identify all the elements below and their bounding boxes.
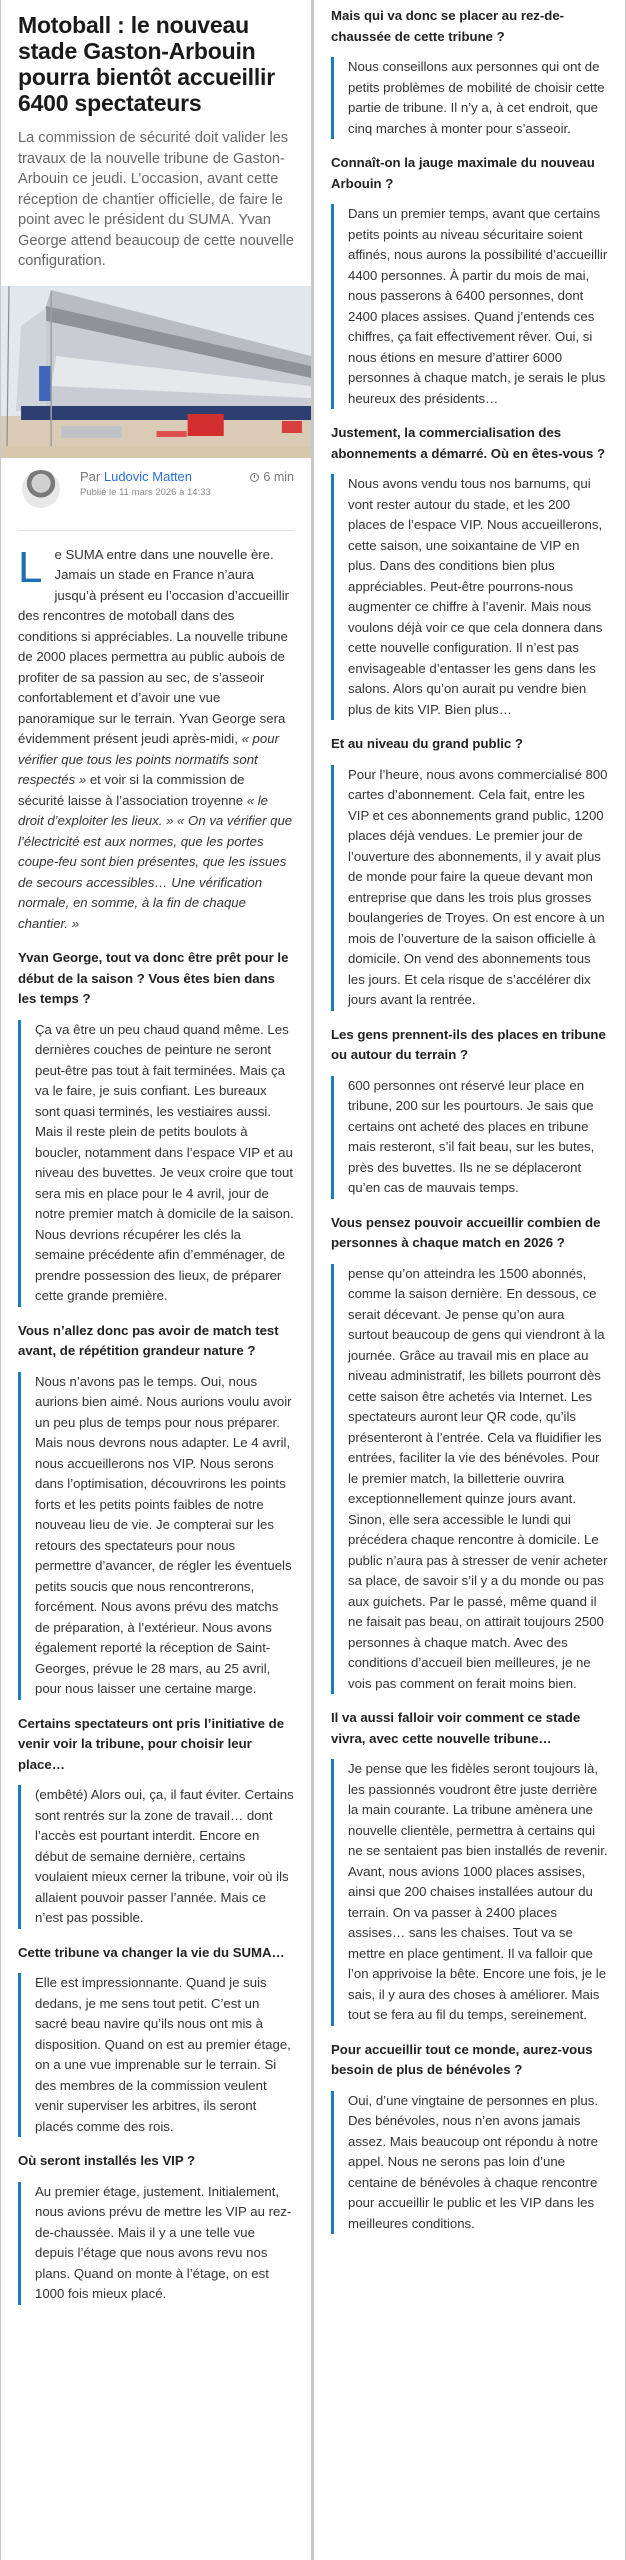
read-time [250, 468, 294, 486]
drop-cap: L [18, 542, 43, 592]
interview-answer: Je pense que les fidèles seront toujours là, les passionnés voudront être juste derrière la main courante. La tribune amènera une nouvelle clientèle, permettra à certains qui ne se sentaient pas bien installés de revenir. Avant, nous avions 1000 places assises, ainsi que 200 chaises installées autour du terrain. On va passer à 2400 places assises… sans les chaises. Tout va se mettre en place gentiment. Il va falloir que l’on apprivoise la bête. Encore une fois, je le sais, il y aura des choses à améliorer. Mais tout se fera au fil du temps, sereinement. [331, 1759, 608, 2026]
interview-answer: Au premier étage, justement. Initialement, nous avions prévu de mettre les VIP au rez-de-chaussée. Mais il y a une telle vue depuis l’étage que nous avons revu nos plans. Quand on monte à l’étage, on est 1000 fois mieux placé. [18, 2182, 294, 2305]
interview-question: Certains spectateurs ont pris l’initiative de venir voir la tribune, pour choisir leur place… [18, 1715, 285, 1772]
interview-answer: Dans un premier temps, avant que certains petits points au niveau sécuritaire soient affinés, nous aurons la possibilité d’accueillir 4400 personnes. À partir du mois de mai, nous passerons à 6400 personnes, dont 2400 places assises. Quand j’entends ces chiffres, ça fait effectivement rêver. Oui, si nous étions en mesure d’attirer 6000 personnes à chaque match, je serais le plus heureux des présidents… [331, 204, 608, 409]
publish-date: Publié le 11 mars 2026 à 14:33 [80, 486, 211, 498]
lead-quote-1: « pour vérifier que tous les points normatifs sont respectés » [18, 731, 279, 787]
interview-question: Pour accueillir tout ce monde, aurez-vous besoin de plus de bénévoles ? [331, 2041, 593, 2077]
lead-paragraph [18, 542, 294, 935]
interview-answer: Nous conseillons aux personnes qui ont de petits problèmes de mobilité de choisir cette partie de tribune. Il n’y a, à cet endroit, que cinq marches à monter pour s’asseoir. [331, 57, 608, 139]
author-link[interactable]: Ludovic Matten [103, 468, 193, 484]
right-column [313, 0, 626, 2560]
interview-question: Vous pensez pouvoir accueillir combien de personnes à chaque match en 2026 ? [331, 1214, 601, 1250]
interview-question: Yvan George, tout va donc être prêt pour le début de la saison ? Vous êtes bien dans les temps ? [18, 950, 289, 1006]
interview-question: Les gens prennent-ils des places en tribune ou autour du terrain ? [331, 1026, 606, 1062]
interview-question: Connaît-on la jauge maximale du nouveau Arbouin ? [331, 155, 595, 191]
interview-question: Où seront installés les VIP ? [18, 2153, 196, 2168]
clock-icon [250, 473, 259, 482]
interview-answer: (embêté) Alors oui, ça, il faut éviter. Certains sont rentrés sur la zone de travail… dont l’accès est pourtant interdit. Encore en début de semaine dernière, certains voulaient mieux cerner la tribune, voir où ils allaient pouvoir passer l’année. Mais ce n’est pas possible. [18, 1785, 294, 1929]
lead-text-2: et voir si la commission de sécurité laisse à l’association troyenne [18, 772, 247, 808]
interview-question: Vous n’allez donc pas avoir de match test avant, de répétition grandeur nature ? [18, 1322, 279, 1358]
interview-answer: Ça va être un peu chaud quand même. Les dernières couches de peinture ne seront peut-être pas tout à fait terminées. Mais ça va le faire, je suis confiant. Les bureaux sont quasi terminés, les vestiaires aussi. Mais il reste plein de petits boulots à boucler, notamment dans l’espace VIP et au niveau des buvettes. Je veux croire que tout sera mis en place pour le 4 avril, jour de notre premier match à domicile de la saison. Nous devrions récupérer les clés la semaine précédente afin d’emménager, de prendre possession des lieux, de préparer cette grande première. [18, 1020, 294, 1307]
interview-question: Il va aussi falloir voir comment ce stade vivra, avec cette nouvelle tribune… [331, 1710, 581, 1746]
article-title: Motoball : le nouveau stade Gaston-Arbouin pourra bientôt accueillir 6400 spectateurs [18, 12, 275, 116]
interview-answer: Elle est impressionnante. Quand je suis dedans, je me sens tout petit. C’est un sacré beau navire qu’ils nous ont mis à disposition. Quand on est au premier étage, on a une vue imprenable sur le terrain. Si des membres de la commission veulent venir superviser les arbitres, ils seront placés comme des rois. [18, 1973, 294, 2137]
byline [1, 458, 311, 520]
author-avatar[interactable] [22, 470, 60, 508]
hero-image[interactable] [1, 286, 311, 458]
interview-answer: Nous avons vendu tous nos barnums, qui vont rester autour du stade, et les 200 places de l’espace VIP. Nous accueillerons, cette saison, une soixantaine de VIP en plus. Dans des conditions bien plus appréciables. Peut-être pourrons-nous augmenter ce chiffre à l’avenir. Mais nous voulons déjà voir ce que cela donnera dans cette nouvelle configuration. Il n’est pas envisageable d’entasser les gens dans les salons. Alors qu’on aurait pu vendre bien plus de kits VIP. Bien plus… [331, 474, 608, 720]
lead-text-1: e SUMA entre dans une nouvelle ère. Jamais un stade en France n’aura jusqu’à présent eu l’occasion d’accueillir des rencontres de motoball dans des conditions si appréciables. La nouvelle tribune de 2000 places permettra au public aubois de profiter de sa passion au sec, de s’asseoir confortablement et d’avoir une vue panoramique sur le terrain. Yvan George sera évidemment présent jeudi après-midi, [18, 546, 290, 746]
interview-question: Cette tribune va changer la vie du SUMA… [18, 1944, 285, 1960]
interview-answer: Nous n’avons pas le temps. Oui, nous aurions bien aimé. Nous aurions voulu avoir un peu plus de temps pour nous préparer. Mais nous devrons nous adapter. Le 4 avril, nous accueillerons nos VIP. Nous serons dans l’optimisation, découvrirons les points forts et les petits points faibles de notre nouveau lieu de vie. Je compterai sur les retours des spectateurs pour nous permettre d’avancer, de régler les éventuels petits soucis que nous rencontrerons, forcément. Nous avons prévu des matchs de préparation, à l’extérieur. Nous avons également reporté la réception de Saint-Georges, prévue le 28 mars, au 25 avril, pour nous laisser une certaine marge. [18, 1372, 294, 1700]
interview-answer: 600 personnes ont réservé leur place en tribune, 200 sur les pourtours. Je sais que certains ont acheté des places en tribune mais resteront, s’il fait beau, sur les butes, près des buvettes. Ils ne se déplaceront qu’en cas de mauvais temps. [331, 1076, 608, 1199]
byline-divider [18, 530, 294, 531]
interview-question: Justement, la commercialisation des abonnements a démarré. Où en êtes-vous ? [331, 425, 606, 461]
interview-answer: Pour l’heure, nous avons commercialisé 800 cartes d’abonnement. Cela fait, entre les VIP et ces abonnements grand public, 1200 places déjà vendues. Le premier jour de l’ouverture des abonnements, il y avait plus de monde pour faire la queue devant mon entreprise que dans les trois plus grosses boulangeries de Troyes. On est encore à un mois de l’ouverture de la saison officielle à domicile. On vend des abonnements tous les jours. Et cela risque de s’accélérer dix jours avant la rentrée. [331, 765, 608, 1011]
lead-quote-2: « le droit d’exploiter les lieux. » « On va vérifier que l’électricité est aux normes, que les portes coupe-feu sont bien présentes, que les issues de secours accessibles… Une vérification normale, en somme, à la fin de chaque chantier. » [18, 792, 293, 931]
read-time-value: 6 min [263, 469, 294, 484]
interview-answer: pense qu’on atteindra les 1500 abonnés, comme la saison dernière. En dessous, ce serait décevant. Je pense qu’on aura surtout beaucoup de gens qui viendront à la journée. Grâce au travail mis en place au niveau administratif, les billets pourront dès cette saison être achetés via Internet. Les spectateurs auront leur QR code, qu’ils présenteront à l’entrée. Cela va fluidifier les entrées, faciliter la vie des bénévoles. Pour le premier match, la billetterie ouvrira exceptionnellement quinze jours avant. Sinon, elle sera accessible le lundi qui précédera chaque rencontre à domicile. Le public n’aura pas à stresser de venir acheter sa place, de savoir s’il y a du monde ou pas aux guichets. Par le passé, même quand il ne faisait pas beau, on attirait toujours 2500 personnes à chaque match. Avec des conditions d’accueil bien meilleures, je ne vois pas comment on ferait moins bien. [331, 1264, 608, 1695]
stadium-photo [1, 286, 311, 458]
interview-question: Mais qui va donc se placer au rez-de-chaussée de cette tribune ? [331, 8, 565, 44]
byline-prefix: Par [80, 468, 101, 484]
interview-question: Et au niveau du grand public ? [331, 736, 523, 751]
interview-answer: Oui, d’une vingtaine de personnes en plus. Des bénévoles, nous n’en avons jamais assez. Mais beaucoup ont répondu à notre appel. Nous ne serons pas loin d’une centaine de bénévoles à chaque rencontre pour accueillir le public et les VIP dans les meilleures conditions. [331, 2091, 608, 2235]
article-summary: La commission de sécurité doit valider les travaux de la nouvelle tribune de Gaston-Arbouin ce jeudi. L’occasion, avant cette réception de chantier officielle, de faire le point avec le président du SUMA. Yvan George attend beaucoup de cette nouvelle configuration. [18, 130, 294, 269]
